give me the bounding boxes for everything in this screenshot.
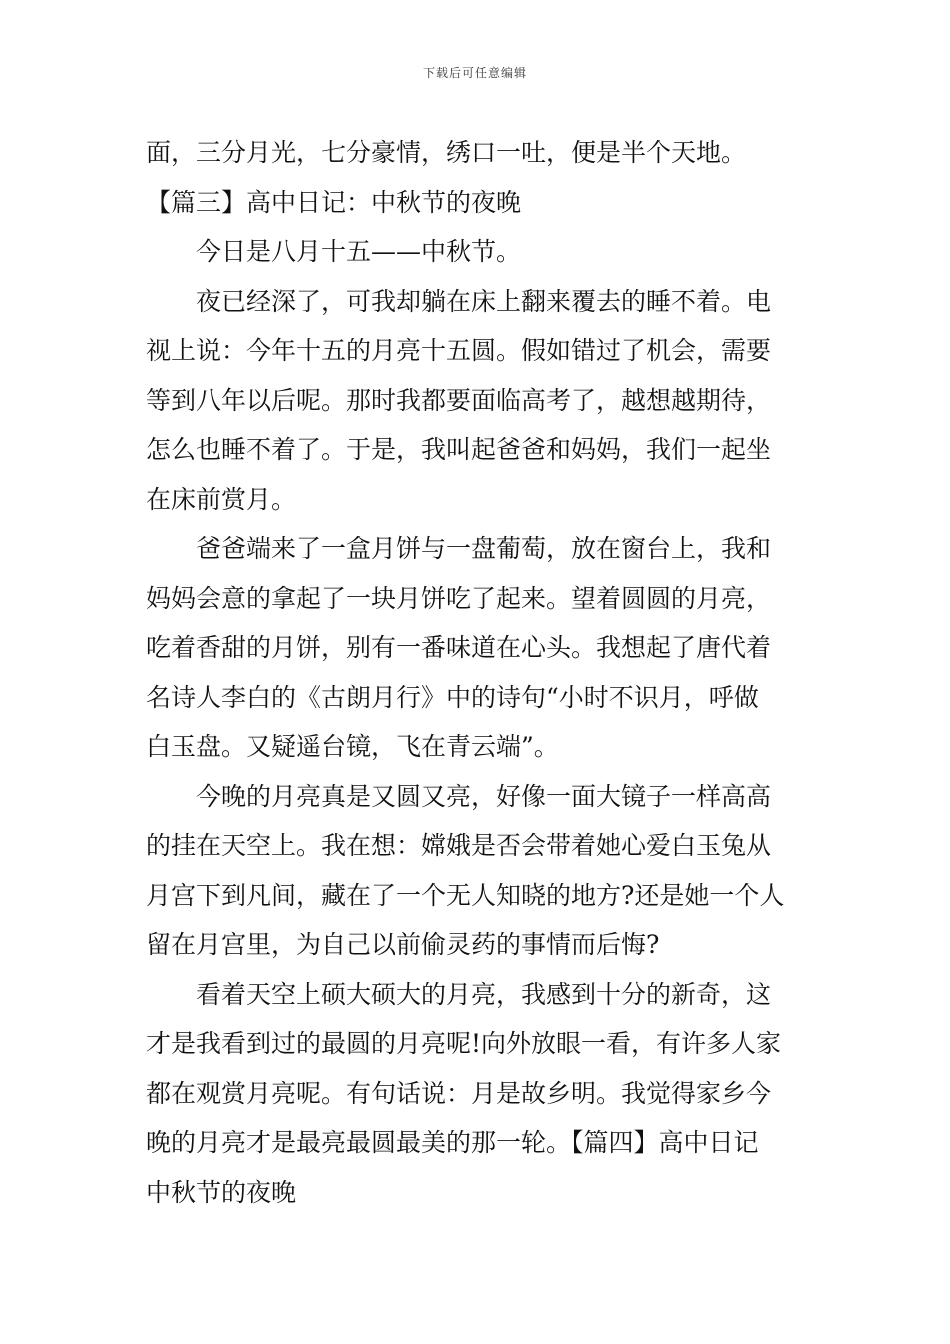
text-line: 留在月宫里，为自己以前偷灵药的事情而后悔? <box>146 930 660 959</box>
text-line: 吃着香甜的月饼，别有一番味道在心头。我想起了唐代着 <box>146 633 772 662</box>
text-line: 看着天空上硕大硕大的月亮，我感到十分的新奇，这 <box>196 979 772 1009</box>
text-line: 月宫下到凡间，藏在了一个无人知晓的地方?还是她一个人 <box>146 880 785 910</box>
text-line: 夜已经深了，可我却躺在床上翻来覆去的睡不着。电 <box>196 286 772 316</box>
text-line: 中秋节的夜晚 <box>146 1177 297 1207</box>
text-line: 怎么也睡不着了。于是，我叫起爸爸和妈妈，我们一起坐 <box>146 435 772 464</box>
text-line: 面，三分月光，七分豪情，绣口一吐，便是半个天地。 <box>146 138 747 167</box>
text-line: 都在观赏月亮呢。有句话说：月是故乡明。我觉得家乡今 <box>146 1078 772 1108</box>
text-line: 今日是八月十五——中秋节。 <box>196 237 522 266</box>
page-header: 下载后可任意编辑 <box>422 66 527 80</box>
text-line: 今晚的月亮真是又圆又亮，好像一面大镜子一样高高 <box>196 781 772 811</box>
text-line: 的挂在天空上。我在想：嫦娥是否会带着她心爱白玉兔从 <box>146 831 772 860</box>
text-line: 爸爸端来了一盒月饼与一盘葡萄，放在窗台上，我和 <box>196 534 772 563</box>
text-line: 才是我看到过的最圆的月亮呢!向外放眼一看，有许多人家 <box>146 1029 782 1058</box>
text-line: 在床前赏月。 <box>146 484 297 514</box>
text-line: 妈妈会意的拿起了一块月饼吃了起来。望着圆圆的月亮， <box>146 583 772 613</box>
text-line: 名诗人李白的《古朗月行》中的诗句“小时不识月，呼做 <box>146 682 759 712</box>
text-line: 【篇三】高中日记：中秋节的夜晚 <box>146 187 522 217</box>
text-line: 白玉盘。又疑遥台镜，飞在青云端”。 <box>146 732 559 761</box>
text-line: 等到八年以后呢。那时我都要面临高考了，越想越期待， <box>146 385 772 415</box>
text-line: 视上说：今年十五的月亮十五圆。假如错过了机会，需要 <box>146 336 772 365</box>
document-body <box>146 128 810 1217</box>
text-line: 晚的月亮才是最亮最圆最美的那一轮。【篇四】高中日记 <box>146 1128 759 1157</box>
